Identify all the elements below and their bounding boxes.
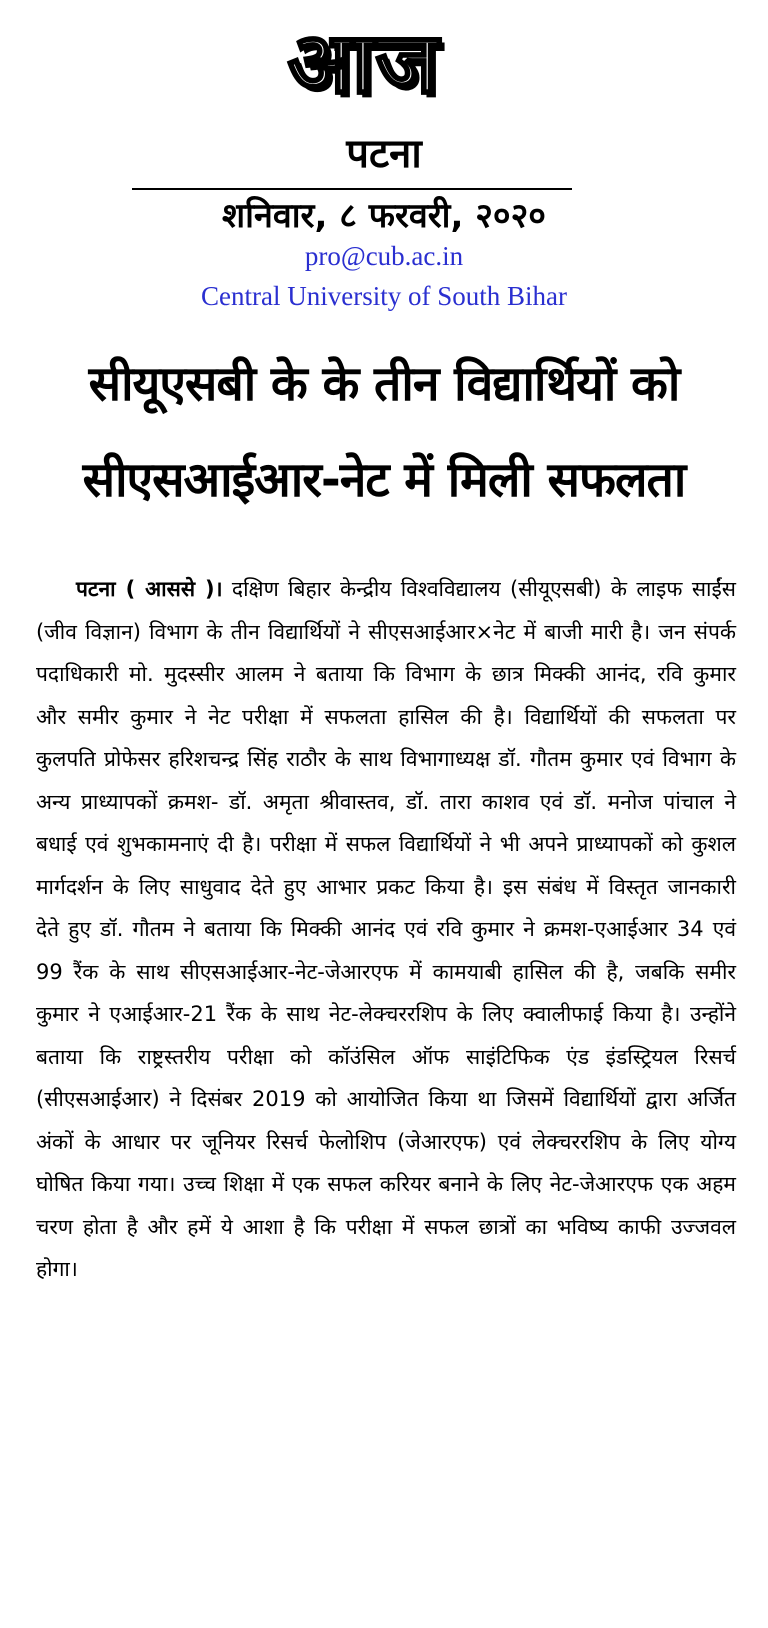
article-dateline: पटना ( आससे )।	[76, 577, 223, 601]
masthead-title: आज	[287, 14, 441, 112]
source-email: pro@cub.ac.in	[304, 241, 464, 271]
newspaper-masthead-logo	[248, 10, 480, 116]
article-body	[36, 568, 736, 1618]
headline-line-1: सीयूएसबी के के तीन विद्यार्थियों को	[88, 356, 680, 412]
headline-line-2: सीएसआईआर-नेट में मिली सफलता	[82, 452, 686, 508]
edition-city: पटना	[346, 131, 422, 177]
header-divider	[132, 188, 572, 190]
article-text: दक्षिण बिहार केन्द्रीय विश्वविद्यालय (सीयूएसबी) के लाइफ साईंस (जीव विज्ञान) विभाग के तीन विद्यार्थियों ने सीएसआईआर×नेट में बाजी मारी है। जन संपर्क पदाधिकारी मो. मुदस्सीर आलम ने बताया कि विभाग के छात्र मिक्की आनंद, रवि कुमार और समीर कुमार ने नेट परीक्षा में सफलता हासिल की है। विद्यार्थियों की सफलता पर कुलपति प्रोफेसर हरिशचन्द्र सिंह राठौर के साथ विभागाध्यक्ष डॉ. गौतम कुमार एवं विभाग के अन्य प्राध्यापकों क्रमश- डॉ. अमृता श्रीवास्तव, डॉ. तारा काशव एवं डॉ. मनोज पांचाल ने बधाई एवं शुभकामनाएं दी है। परीक्षा में सफल विद्यार्थियों ने भी अपने प्राध्यापकों को कुशल मार्गदर्शन के लिए साधुवाद देते हुए आभार प्रकट किया है। इस संबंध में विस्तृत जानकारी देते हुए डॉ. गौतम ने बताया कि मिक्की आनंद एवं रवि कुमार ने क्रमश-एआईआर 34 एवं 99 रैंक के साथ सीएसआईआर-नेट-जेआरएफ में कामयाबी हासिल की है, जबकि समीर कुमार ने एआईआर-21 रैंक के साथ नेट-लेक्चररशिप के लिए क्वालीफाई किया है। उन्होंने बताया कि राष्ट्रस्तरीय परीक्षा को कॉउंसिल ऑफ साइंटिफिक एंड इंडस्ट्रियल रिसर्च (सीएसआईआर) ने दिसंबर 2019 को आयोजित किया था जिसमें विद्यार्थियों द्वारा अर्जित अंकों के आधार पर जूनियर रिसर्च फेलोशिप (जेआरएफ) एवं लेक्चररशिप के लिए योग्य घोषित किया गया। उच्च शिक्षा में एक सफल करियर बनाने के लिए नेट-जेआरएफ एक अहम चरण होता है और हमें ये आशा है कि परीक्षा में सफल छात्रों का भविष्य काफी उज्जवल होगा।	[36, 577, 736, 1281]
edition-date: शनिवार, ८ फरवरी, २०२०	[222, 196, 546, 236]
source-university: Central University of South Bihar	[201, 281, 567, 311]
article-headline	[40, 336, 728, 528]
